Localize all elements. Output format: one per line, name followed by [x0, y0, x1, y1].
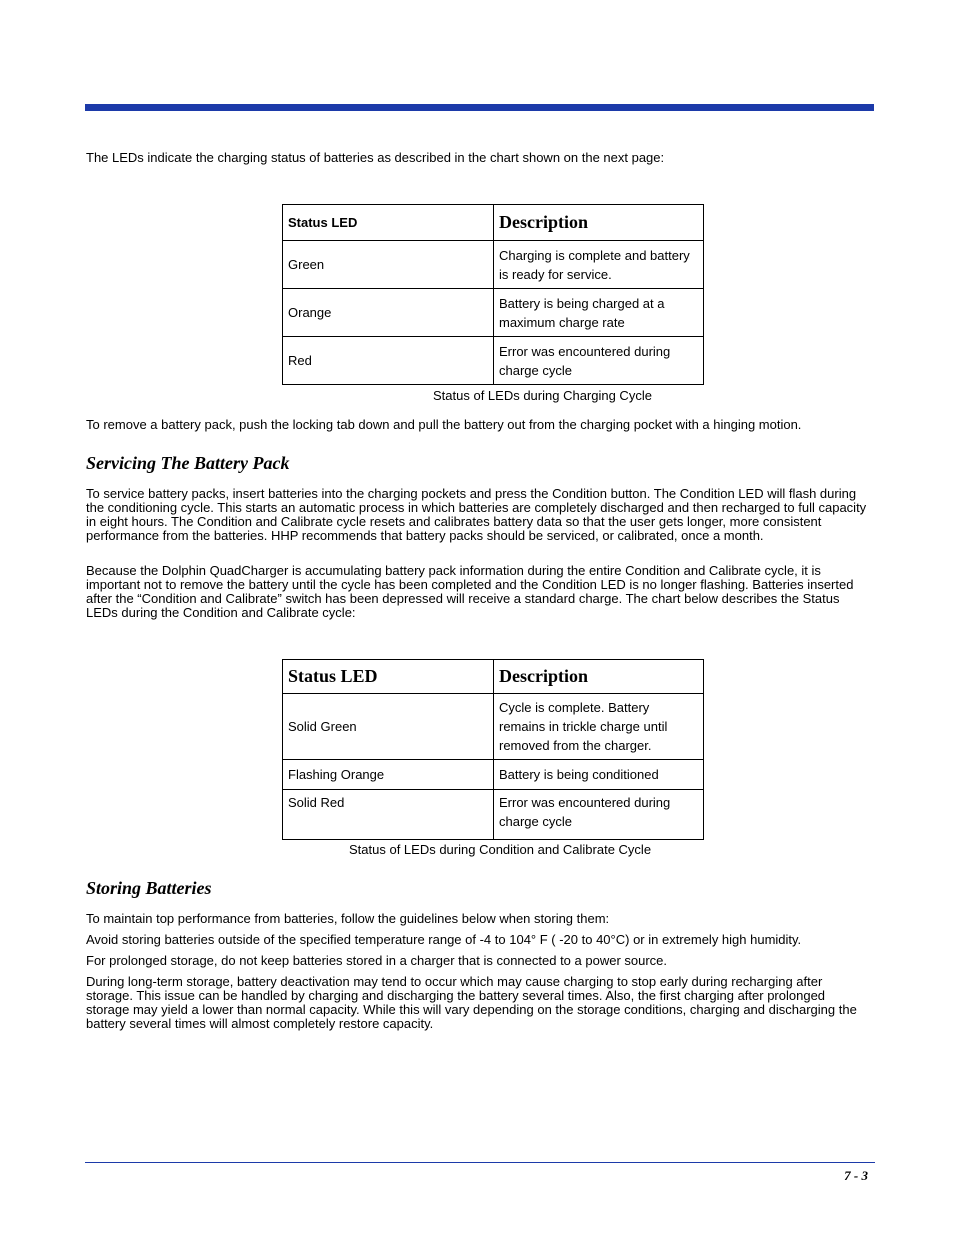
description-cell: Battery is being conditioned	[494, 760, 704, 790]
column-header-status-led: Status LED	[283, 660, 494, 694]
led-cell: Solid Red	[283, 790, 494, 840]
description-cell: Charging is complete and battery is ready for service.	[494, 241, 704, 289]
section-heading-storing: Storing Batteries	[86, 878, 212, 898]
led-cell: Green	[283, 241, 494, 289]
description-cell: Battery is being charged at a maximum charge rate	[494, 289, 704, 337]
column-header-status-led: Status LED	[283, 205, 494, 241]
table-row	[283, 790, 704, 840]
charging-status-table	[282, 204, 704, 385]
table-row	[283, 337, 704, 385]
storing-paragraph: During long-term storage, battery deactivation may tend to occur which may cause charging to stop early during recharging after storage. This issue can be handled by charging and discharging the battery several times. Also, the first charging after prolonged storage may yield a lower than normal capacity. While this will vary depending on the storage conditions, charging and discharging the battery several times will almost completely restore capacity.	[86, 974, 857, 1031]
column-header-description: Description	[494, 660, 704, 694]
table-caption: Status of LEDs during Charging Cycle	[433, 388, 652, 403]
footer-rule	[85, 1162, 875, 1163]
table-header-row	[283, 660, 704, 694]
led-cell: Flashing Orange	[283, 760, 494, 790]
table-row	[283, 694, 704, 760]
intro-text: The LEDs indicate the charging status of batteries as described in the chart shown on the next page:	[86, 150, 665, 165]
column-header-description: Description	[494, 205, 704, 241]
description-cell: Error was encountered during charge cycle	[494, 337, 704, 385]
storing-paragraph: Avoid storing batteries outside of the specified temperature range of -4 to 104° F ( -20 to 40°C) or in extremely high humidity.	[86, 932, 802, 947]
page-number: 7 - 3	[844, 1168, 868, 1183]
description-cell: Error was encountered during charge cycle	[494, 790, 704, 840]
table-row	[283, 289, 704, 337]
led-cell: Orange	[283, 289, 494, 337]
storing-paragraph: For prolonged storage, do not keep batteries stored in a charger that is connected to a power source.	[86, 953, 668, 968]
servicing-paragraph: To service battery packs, insert batteries into the charging pockets and press the Condition button. The Condition LED will flash during the conditioning cycle. This starts an automatic process in which batteries are completely discharged and then recharged to full capacity in eight hours. The Condition and Calibrate cycle resets and calibrates battery data so that the user gets longer, more consistent performance from the batteries. HHP recommends that battery packs should be serviced, or calibrated, once a month.	[86, 486, 867, 543]
table-header-row	[283, 205, 704, 241]
remove-battery-text: To remove a battery pack, push the locking tab down and pull the battery out from the charging pocket with a hinging motion.	[86, 417, 802, 432]
description-cell: Cycle is complete. Battery remains in trickle charge until removed from the charger.	[494, 694, 704, 760]
led-cell: Solid Green	[283, 694, 494, 760]
table-row	[283, 241, 704, 289]
table-caption: Status of LEDs during Condition and Calibrate Cycle	[349, 842, 652, 857]
servicing-paragraph: Because the Dolphin QuadCharger is accumulating battery pack information during the entire Condition and Calibrate cycle, it is important not to remove the battery until the cycle has been completed and the Condition LED is no longer flashing. Batteries inserted after the “Condition and Calibrate” switch has been depressed will receive a standard charge. The chart below describes the Status LEDs during the Condition and Calibrate cycle:	[86, 563, 854, 620]
table-row	[283, 760, 704, 790]
led-cell: Red	[283, 337, 494, 385]
header-bar	[85, 104, 874, 111]
storing-paragraph: To maintain top performance from batteries, follow the guidelines below when storing them:	[86, 911, 610, 926]
section-heading-servicing: Servicing The Battery Pack	[86, 453, 290, 473]
condition-status-table	[282, 659, 704, 840]
